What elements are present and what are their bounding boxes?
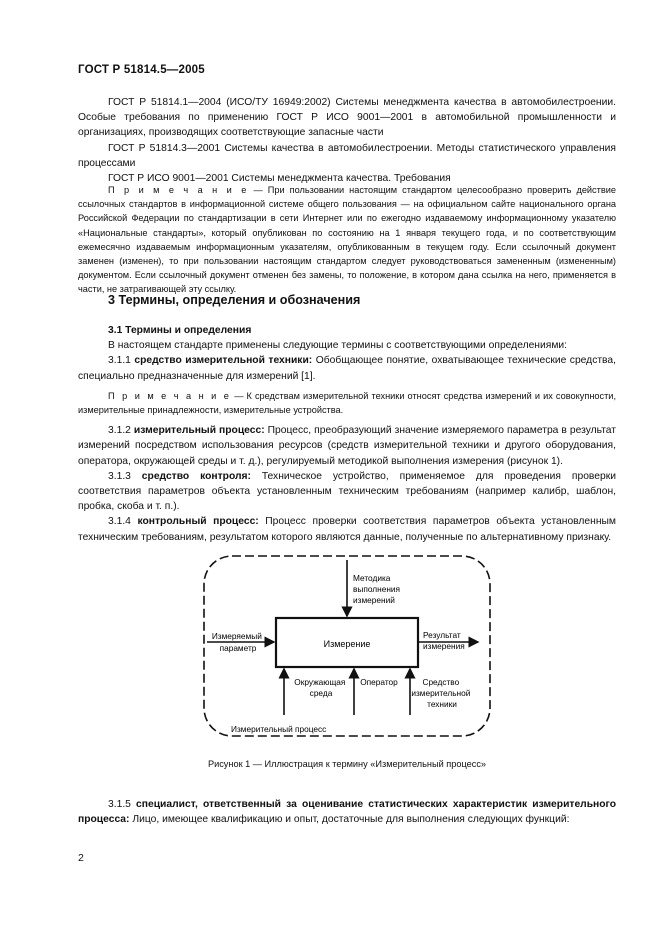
input-label: Измеряемый параметр <box>211 631 262 653</box>
note-label: П р и м е ч а н и е <box>108 390 232 401</box>
reference-item: ГОСТ Р 51814.1—2004 (ИСО/ТУ 16949:2002) Системы менеджмента качества в автомобилестроении. Особые требования по применению ГОСТ Р ИСО 9001—2001 в автомобильной промышленности и организациях, производящих соответствующие запасные части <box>78 97 616 139</box>
process-label: Измерительный процесс <box>231 724 327 734</box>
term-3-1-2 <box>78 423 616 469</box>
output-label: Результат измерения <box>423 630 465 651</box>
note-references <box>78 183 616 297</box>
term-definition: Процесс проверки соответствия параметров объекта установленным техническим требованиям, результатом которого являются данные, полученные по альтернативному признаку. <box>78 516 617 543</box>
term-name: средство измерительной техники: <box>134 355 313 367</box>
term-3-1-5-block <box>78 797 616 827</box>
term-3-1-5 <box>78 797 616 827</box>
reference-item: ГОСТ Р ИСО 9001—2001 Системы менеджмента качества. Требования <box>108 173 451 185</box>
term-3-1-4 <box>78 514 616 544</box>
note-text: — При пользовании настоящим стандартом целесообразно проверить действие ссылочных стандартов в информационной системе общего пользования — на официальном сайте национального органа Российской Федерации по стандартизации в сети Интернет или по ежегодно издаваемому информационному указателю «Национальные стандарты», который опубликован по состоянию на 1 января текущего года, и по соответствующим ежемесячно издаваемым информационным указателям, опубликованным в текущем году. Если ссылочный документ заменен (изменен), то при пользовании настоящим стандартом следует руководствоваться замененным (измененным) документом. Если ссылочный документ отменен без замены, то положение, в котором дана ссылка на него, применяется в части, не затрагивающей эту ссылку. <box>78 185 616 295</box>
term-number: 3.1.3 <box>108 470 142 482</box>
figure-caption: Рисунок 1 — Иллюстрация к термину «Измерительный процесс» <box>207 759 487 769</box>
term-number: 3.1.2 <box>108 425 134 437</box>
term-3-1-1 <box>78 353 616 383</box>
term-3-1-3 <box>78 469 616 515</box>
environment-label: Окружающая среда <box>294 677 346 698</box>
section-title: 3 Термины, определения и обозначения <box>108 293 361 307</box>
term-name: средство контроля: <box>141 470 251 482</box>
note-text: — К средствам измерительной техники относят средства измерений и их совокупности, измерительные принадлежности, измерительные устройства. <box>78 390 616 416</box>
terms-block <box>78 323 616 545</box>
subsection-title: 3.1 Термины и определения <box>108 325 252 336</box>
term-name: контрольный процесс: <box>137 516 259 528</box>
term-number: 3.1.5 <box>108 799 137 810</box>
terms-intro: В настоящем стандарте применены следующие термины с соответствующими определениями: <box>108 340 568 352</box>
normative-references <box>78 95 616 186</box>
term-definition: Обобщающее понятие, охватывающее технические средства, специально предназначенные для измерений [1]. <box>78 355 616 382</box>
term-definition: Лицо, имеющее квалификацию и опыт, достаточные для выполнения следующих функций: <box>129 814 570 826</box>
instrument-label: Средство измерительной техники <box>411 677 471 709</box>
term-name: измерительный процесс: <box>133 425 265 437</box>
document-header: ГОСТ Р 51814.5—2005 <box>78 64 205 76</box>
page-number: 2 <box>78 852 84 864</box>
operator-label: Оператор <box>360 677 398 687</box>
term-definition: Процесс, преобразующий значение измеряемого параметра в результат измерений посредством использования ресурсов (средств измерительной техники и другого оборудования, оператора, окружающей среды и т. д.), регулируемый методикой выполнения измерения (рисунок 1). <box>78 425 617 467</box>
note-label: П р и м е ч а н и е <box>108 185 249 195</box>
term-definition: Техническое устройство, применяемое для проведения проверки соответствия параметров объекта установленным техническим требованиям (например калибр, шаблон, пробка, скоба и т. п.). <box>78 470 616 513</box>
figure-measurement-process <box>198 552 496 740</box>
box-label: Измерение <box>323 639 371 649</box>
term-name: специалист, ответственный за оценивание статистических характеристик измерительного процесса: <box>78 799 616 826</box>
method-label: Методика выполнения измерений <box>353 573 401 605</box>
term-number: 3.1.1 <box>108 355 135 367</box>
term-number: 3.1.4 <box>108 516 138 528</box>
note-term <box>78 389 616 417</box>
reference-item: ГОСТ Р 51814.3—2001 Системы качества в автомобилестроении. Методы статистического управления процессами <box>78 142 616 169</box>
